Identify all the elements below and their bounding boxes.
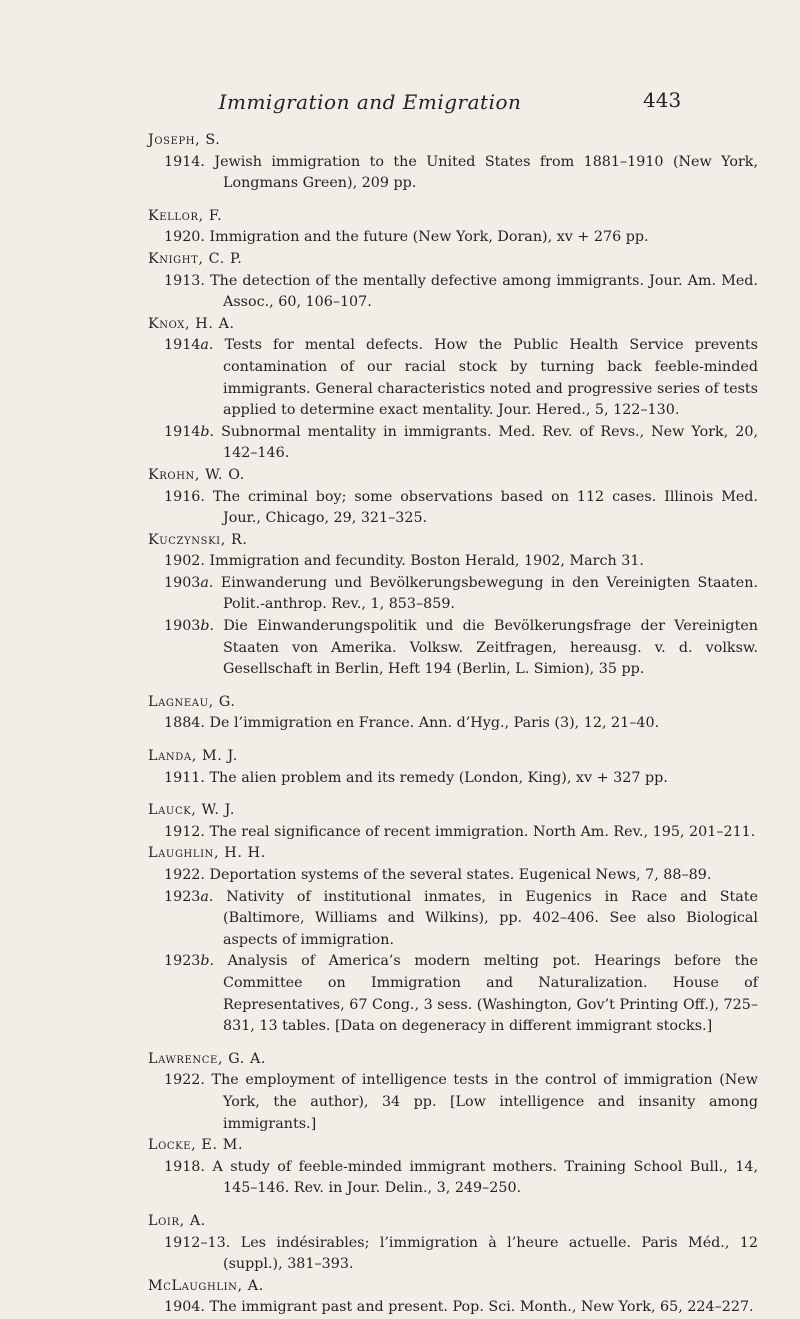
- entry-year-number: 1923: [164, 888, 201, 905]
- entry-year: 1903b.: [164, 618, 215, 635]
- bibliography-entry: [148, 551, 758, 573]
- bibliography-entry: [148, 227, 758, 249]
- bibliography-entry: [148, 887, 758, 952]
- bibliography-entry: [148, 335, 758, 421]
- author-heading: Joseph, S.: [148, 132, 221, 148]
- entry-year: 1923b.: [164, 953, 215, 970]
- author-heading: Krohn, W. O.: [148, 466, 245, 483]
- bibliography-entry: [148, 616, 758, 681]
- entry-year-number: 1913.: [164, 272, 205, 289]
- entry-text: Subnormal mentality in immigrants. Med. Rev. of Revs., New York, 20, 142–146.: [221, 423, 758, 462]
- entry-text: Jewish immigration to the United States from 1881–1910 (New York, Longmans Green), 209 pp.: [214, 153, 758, 192]
- entry-year: 1914a.: [164, 337, 214, 354]
- entry-year: [164, 489, 205, 505]
- entry-year-number: 1922.: [164, 867, 205, 883]
- entry-year-number: 1914: [164, 337, 201, 354]
- author-heading: Lauck, W. J.: [148, 802, 236, 819]
- bibliography-entry: [148, 713, 758, 735]
- entry-year-suffix: a: [200, 574, 209, 591]
- author-heading: Locke, E. M.: [148, 1137, 244, 1154]
- bibliography-entry: [148, 1297, 758, 1319]
- entry-year-suffix: a: [200, 888, 209, 905]
- author-heading: Lawrence, G. A.: [148, 1050, 267, 1067]
- entry-year: [164, 1072, 205, 1088]
- entry-year: 1923a.: [164, 888, 214, 905]
- entry-year-suffix: b: [200, 618, 210, 635]
- entry-text: Immigration and the future (New York, Doran), xv + 276 pp.: [209, 229, 649, 246]
- bibliography-entry: [148, 1157, 758, 1200]
- entry-year-number: 1912–13.: [164, 1234, 231, 1251]
- author-heading: Landa, M. J.: [148, 748, 238, 765]
- author-heading: Knight, C. P.: [148, 250, 243, 267]
- entry-year-suffix: b: [200, 953, 210, 970]
- entry-year: [164, 1159, 205, 1175]
- author-heading: Kuczynski, R.: [148, 531, 248, 548]
- author-heading: Loir, A.: [148, 1212, 206, 1229]
- entry-year: [164, 770, 205, 786]
- entry-text: The real significance of recent immigration. North Am. Rev., 195, 201–211.: [209, 823, 756, 840]
- bibliography-entry: [148, 271, 758, 314]
- bibliography-entry: [148, 822, 758, 844]
- entry-text: The criminal boy; some observations based on 112 cases. Illinois Med. Jour., Chicago, 29, 321–325.: [212, 488, 758, 527]
- entry-year-number: 1914: [164, 423, 201, 440]
- bibliography-entry: [148, 865, 758, 887]
- entry-text: Nativity of institutional inmates, in Eugenics in Race and State (Baltimore, Williams and Wilkins), pp. 402–406. See also Biological aspects of immigration.: [223, 888, 758, 948]
- entry-year-number: 1902.: [164, 553, 205, 570]
- page-number: 443: [643, 88, 682, 112]
- entry-year-number: 1911.: [164, 769, 205, 786]
- entry-text: Einwanderung und Bevölkerungsbewegung in den Vereinigten Staaten. Polit.-anthrop. Rev., 1, 853–859.: [220, 574, 758, 613]
- author-heading: Laughlin, H. H.: [148, 845, 266, 862]
- entry-text: The immigrant past and present. Pop. Sci. Month., New York, 65, 224–227.: [209, 1299, 754, 1316]
- entry-year-number: 1912.: [164, 823, 205, 840]
- entry-year: [164, 1299, 205, 1315]
- entry-year-number: 1884.: [164, 715, 205, 732]
- bibliography-entry: [148, 422, 758, 465]
- bibliography-list: [148, 130, 758, 1319]
- entry-year-suffix: b: [200, 423, 210, 440]
- entry-text: A study of feeble-minded immigrant mothers. Training School Bull., 14, 145–146. Rev. in Jour. Delin., 3, 249–250.: [212, 1158, 758, 1197]
- author-heading: Kellor, F.: [148, 207, 223, 224]
- entry-year-number: 1922.: [164, 1072, 205, 1089]
- entry-year-number: 1923: [164, 953, 201, 970]
- running-title: Immigration and Emigration: [218, 90, 522, 114]
- entry-year: [164, 229, 205, 245]
- entry-text: Analysis of America’s modern melting pot. Hearings before the Committee on Immigration and Naturalization. House of Representatives, 67 Cong., 3 sess. (Washington, Gov’t Printing Off.), 725–831, 13 tables. [Data on degeneracy in different immigrant stocks.]: [223, 953, 758, 1035]
- entry-year-number: 1904.: [164, 1299, 205, 1316]
- entry-year-suffix: a: [200, 337, 209, 354]
- entry-year-number: 1903: [164, 618, 201, 635]
- author-heading: McLaughlin, A.: [148, 1277, 264, 1294]
- entry-year: [164, 715, 205, 731]
- entry-text: Die Einwanderungspolitik und die Bevölkerungsfrage der Vereinigten Staaten von Amerika. Volksw. Zeitfragen, hereausg. v. d. volksw. Gesellschaft in Berlin, Heft 194 (Berlin, L. Simion), 35 pp.: [223, 618, 758, 678]
- entry-year: [164, 1235, 230, 1251]
- entry-year-number: 1916.: [164, 488, 205, 505]
- author-heading: Knox, H. A.: [148, 315, 235, 332]
- entry-text: Les indésirables; l’immigration à l’heure actuelle. Paris Méd., 12 (suppl.), 381–393.: [223, 1234, 758, 1273]
- author-heading: Lagneau, G.: [148, 693, 236, 710]
- bibliography-entry: [148, 951, 758, 1037]
- entry-year: [164, 154, 205, 170]
- entry-year: [164, 553, 205, 569]
- entry-text: De l’immigration en France. Ann. d’Hyg., Paris (3), 12, 21–40.: [209, 715, 660, 732]
- bibliography-entry: [148, 573, 758, 616]
- entry-year: [164, 867, 205, 883]
- entry-year-number: 1914.: [164, 153, 205, 170]
- entry-text: The employment of intelligence tests in the control of immigration (New York, the author), 34 pp. [Low intelligence and insanity among immigrants.]: [211, 1072, 758, 1132]
- bibliography-entry: [148, 487, 758, 530]
- entry-text: Tests for mental defects. How the Public Health Service prevents contamination of our racial stock by turning back feeble-minded immigrants. General characteristics noted and progressive series of tests applied to determine exact mentality. Jour. Hered., 5, 122–130.: [223, 337, 759, 419]
- entry-year: 1914b.: [164, 423, 215, 440]
- bibliography-entry: [148, 1233, 758, 1276]
- running-head: [0, 90, 800, 118]
- entry-year-number: 1903: [164, 574, 201, 591]
- entry-text: The alien problem and its remedy (London, King), xv + 327 pp.: [209, 769, 668, 786]
- entry-text: Immigration and fecundity. Boston Herald, 1902, March 31.: [209, 553, 644, 570]
- entry-year: 1903a.: [164, 574, 214, 591]
- entry-year-number: 1918.: [164, 1158, 205, 1175]
- entry-text: Deportation systems of the several states. Eugenical News, 7, 88–89.: [209, 867, 712, 883]
- entry-text: The detection of the mentally defective among immigrants. Jour. Am. Med. Assoc., 60, 106–107.: [210, 272, 758, 311]
- entry-year-number: 1920.: [164, 229, 205, 246]
- bibliography-entry: [148, 768, 758, 790]
- bibliography-entry: [148, 152, 758, 195]
- bibliography-entry: [148, 1070, 758, 1135]
- entry-year: [164, 273, 205, 289]
- entry-year: [164, 824, 205, 840]
